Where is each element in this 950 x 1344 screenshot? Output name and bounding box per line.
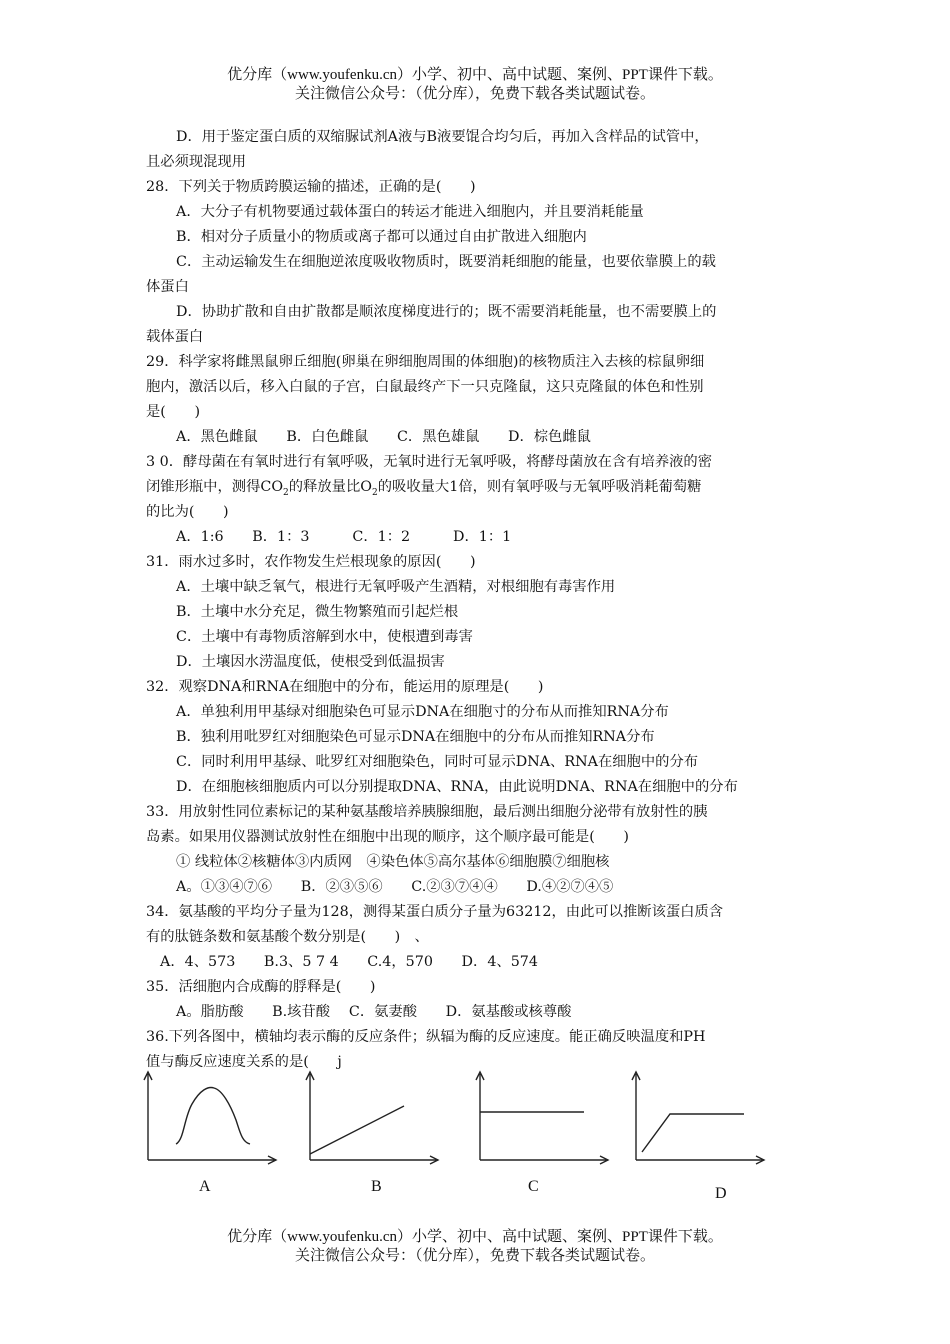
q28-option-d-line2: 载体蛋白 — [146, 329, 204, 345]
q30-text-part3: 的吸收量大1倍，则有氧呼吸与无氧呼吸消耗葡萄糖 — [377, 479, 702, 495]
q30-stem-line2 — [146, 477, 701, 503]
q35-options: A。脂肪酸 B.垓苷酸 C．氨妻酸 D．氨基酸或核尊酸 — [176, 1004, 572, 1020]
q31-option-d: D．土壤因水涝温度低，使根受到低温损害 — [176, 654, 445, 670]
q28-stem: 28．下列关于物质跨膜运输的描述，正确的是( ) — [146, 179, 476, 195]
q32-option-c: C．同时利用甲基绿、吡罗红对细胞染色，同时可显示DNA、RNA在细胞中的分布 — [176, 754, 699, 770]
footer-line-2: 关注微信公众号：（优分库），免费下载各类试题试卷。 — [294, 1248, 655, 1264]
q31-option-a: A．土壤中缺乏氧气，根进行无氧呼吸产生酒精，对根细胞有毒害作用 — [176, 579, 616, 595]
q33-stem-line2: 岛素。如果用仪器测试放射性在细胞中出现的顺序，这个顺序最可能是( ) — [146, 829, 629, 845]
q34-stem-line2: 有的肽链条数和氨基酸个数分别是( ) 、 — [146, 929, 429, 945]
footer-line-1: 优分库（www.youfenku.cn）小学、初中、高中试题、案例、PPT课件下载。 — [227, 1229, 723, 1245]
q33-stem-line1: 33．用放射性同位素标记的某种氨基酸培养胰腺细胞，最后测出细胞分泌带有放射性的胰 — [146, 804, 708, 820]
graph-a-label: A — [199, 1178, 211, 1195]
q28-option-c-line1: C．主动运输发生在细胞逆浓度吸收物质时，既要消耗细胞的能量，也要依靠膜上的载 — [176, 254, 716, 270]
header-line-1: 优分库（www.youfenku.cn）小学、初中、高中试题、案例、PPT课件下载。 — [227, 67, 723, 83]
q32-stem: 32．观察DNA和RNA在细胞中的分布，能运用的原理是( ) — [146, 679, 544, 695]
graph-d — [628, 1068, 770, 1168]
q27-option-d-line1: D．用于鉴定蛋白质的双缩脲试剂A液与B液要馄合均匀后，再加入含样品的试管中， — [176, 129, 709, 145]
graph-a — [140, 1068, 282, 1168]
q32-option-b: B．独利用吡罗红对细胞染色可显示DNA在细胞中的分布从而推知RNA分布 — [176, 729, 655, 745]
q30-text-part2: 的释放量比O — [288, 479, 372, 495]
q33-organelle-list: ① 线粒体②核糖体③内质网 ④染色体⑤高尔基体⑥细胞膜⑦细胞核 — [176, 854, 610, 870]
q30-stem-line1: 3 0．酵母菌在有氧时进行有氧呼吸，无氧时进行无氧呼吸，将酵母菌放在含有培养液的密 — [146, 454, 713, 470]
graph-d-label: D — [715, 1185, 727, 1202]
q33-options: A。①③④⑦⑥ B．②③⑤⑥ C.②③⑦④④ D.④②⑦④⑤ — [176, 879, 614, 895]
q29-options: A．黑色雌鼠 B．白色雌鼠 C．黑色雄鼠 D．棕色雌鼠 — [176, 429, 591, 445]
q29-stem-line1: 29．科学家将雌黑鼠卵丘细胞(卵巢在卵细胞周围的体细胞)的核物质注入去核的棕鼠卵细 — [146, 354, 705, 370]
q28-option-c-line2: 体蛋白 — [146, 279, 189, 295]
q32-option-d: D．在细胞核细胞质内可以分别提取DNA、RNA，由此说明DNA、RNA在细胞中的分布 — [176, 779, 738, 795]
header-line-2: 关注微信公众号：（优分库），免费下载各类试题试卷。 — [294, 86, 655, 102]
q30-stem-line3: 的比为( ) — [146, 504, 229, 520]
graph-b — [302, 1068, 444, 1168]
q28-option-b: B．相对分子质量小的物质或离子都可以通过自由扩散进入细胞内 — [176, 229, 587, 245]
graph-d-line — [642, 1114, 744, 1152]
q36-stem-line1: 36.下列各图中，横轴均表示酶的反应条件；纵辐为酶的反应速度。能正确反映温度和PH — [146, 1029, 706, 1045]
graph-b-line — [310, 1106, 404, 1154]
graph-b-label: B — [371, 1178, 382, 1195]
q29-stem-line3: 是( ) — [146, 404, 201, 420]
q32-option-a: A．单独利用甲基绿对细胞染色可显示DNA在细胞寸的分布从而推知RNA分布 — [176, 704, 669, 720]
q30-text-part1: 闭锥形瓶中，测得CO — [146, 479, 284, 495]
q34-stem-line1: 34．氨基酸的平均分子量为128，测得某蛋白质分子量为63212，由此可以推断该蛋白质含 — [146, 904, 724, 920]
q28-option-d-line1: D．协助扩散和自由扩散都是顺浓度梯度进行的；既不需要消耗能量，也不需要膜上的 — [176, 304, 717, 320]
q28-option-a: A．大分子有机物要通过载体蛋白的转运才能进入细胞内，并且要消耗能量 — [176, 204, 644, 220]
q36-stem-line2: 值与酶反应速度关系的是( j — [146, 1054, 342, 1070]
graph-a-curve — [176, 1088, 250, 1144]
q35-stem: 35．活细胞内合成酶的脬释是( ) — [146, 979, 376, 995]
q31-stem: 31．雨水过多时，农作物发生烂根现象的原因( ) — [146, 554, 476, 570]
q30-subscript-co2: 2 — [283, 487, 289, 498]
q30-subscript-o2: 2 — [372, 487, 378, 498]
q30-options: A．1:6 B．1：3 C．1：2 D．1：1 — [176, 529, 512, 545]
q29-stem-line2: 胞内，激活以后，移入白鼠的子宫，白鼠最终产下一只克隆鼠，这只克隆鼠的体色和性别 — [146, 379, 704, 395]
q31-option-c: C．土壤中有毒物质溶解到水中，使根遭到毒害 — [176, 629, 473, 645]
graph-c — [472, 1068, 614, 1168]
q27-option-d-line2: 且必须现混现用 — [146, 154, 247, 170]
graph-c-label: C — [528, 1178, 539, 1195]
q34-options: A．4、573 B.3、5 7 4 C.4，570 D．4、574 — [160, 954, 539, 970]
q31-option-b: B．土壤中水分充足，微生物繁殖而引起烂根 — [176, 604, 459, 620]
